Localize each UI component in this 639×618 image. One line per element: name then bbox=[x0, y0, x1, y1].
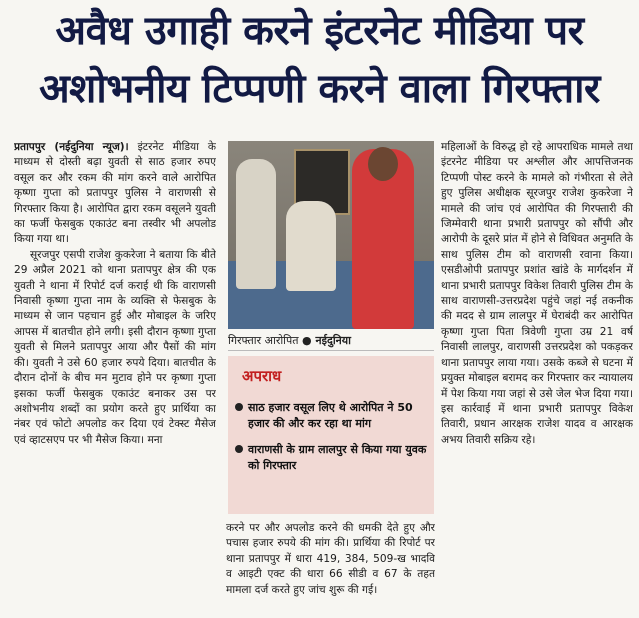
paragraph-2: सूरजपुर एसपी राजेश कुकरेजा ने बताया कि बीते 29 अप्रैल 2021 को थाना प्रतापपुर क्षेत्र की एक युवती ने थाना में रिपोर्ट दर्ज कराई थी कि वाराणसी निवासी कृष्णा गुप्ता नाम के व्यक्ति से फेसबुक के माध्यम से जान पहचान हुई और मोबाइल के जरिए आपस में बातचीत होने लगी। इसी दौरान कृष्णा गुप्ता युवती से मिलने प्रतापपुर आया और पैसों की मांग की। युवती ने उसे 60 हजार रुपये दिया। बातचीत के दौरान दोनों के बीच मन मुटाव होने पर कृष्णा गुप्ता इसका फर्जी फेसबुक एकाउंट बनाकर उस पर अशोभनीय शब्दों का प्रयोग करते हुए प्रार्थिया का नंबर एवं फोटो अपलोड कर दिया एवं टेक्स्ट मैसेज एवं व्हाटसएप पर भी मैसेज किया। मना bbox=[14, 248, 216, 446]
highlight-point-text: वाराणसी के ग्राम लालपुर से किया गया युवक को गिरफ्तार bbox=[248, 443, 427, 472]
bullet-icon bbox=[235, 445, 243, 453]
article-column-1 bbox=[14, 140, 216, 616]
article-column-3 bbox=[441, 140, 633, 616]
police-officer-standing bbox=[236, 159, 276, 289]
headline bbox=[0, 2, 639, 118]
continuation-text: करने पर और अपलोड करने की धमकी देते हुए और पचास हजार रुपये की मांग की। प्रार्थिया की रिपोर्ट पर थाना प्रतापपुर में धारा 419, 384, 509-ख भादवि व आइटी एक्ट की धारा 66 सीडी व 67 के तहत मामला दर्ज करते हुए जांच शुरू की गई। bbox=[226, 522, 435, 596]
bullet-icon bbox=[235, 403, 243, 411]
paragraph-1 bbox=[14, 140, 216, 248]
highlight-point bbox=[248, 400, 432, 432]
highlight-point bbox=[248, 442, 432, 474]
highlight-point-text: साठ हजार वसूल लिए थे आरोपित ने 50 हजार की और कर रहा था मांग bbox=[248, 401, 413, 430]
column-3-text: महिलाओं के विरुद्ध हो रहे आपराधिक मामले तथा इंटरनेट मीडिया पर अश्लील और आपत्तिजनक टिप्पणी पोस्ट करने के मामले को गंभीरता से लेते हुए पुलिस अधीक्षक सूरजपुर राजेश कुकरेजा ने मामले की जांच एवं आरोपित की गिरफ्तारी की जिम्मेवारी थाना प्रभारी प्रतापपुर को सौंपी और आरोपी के दूसरे प्रांत में होने से विधिवत अनुमति के साथ पुलिस टीम को वाराणसी रवाना किया। एसडीओपी प्रतापपुर प्रशांत खांडे के मार्गदर्शन में थाना प्रभारी प्रतापपुर विकेश तिवारी पुलिस टीम के साथ वाराणसी-उत्तरप्रदेश पहुंचे जहां नई तकनीक की मदद से ग्राम लालपुर में घेराबंदी कर आरोपित कृष्णा गुप्ता पिता त्रिवेणी गुप्ता उम्र 21 वर्ष निवासी लालपुर, वाराणसी उत्तरप्रदेश को पकड़कर थाना प्रतापपुर लाया गया। उसके कब्जे से घटना में प्रयुक्त मोबाइल बरामद कर गिरफ्तार कर न्यायालय में पेश किया गया जहां से उसे जेल भेज दिया गया। इस कार्रवाई में थाना प्रभारी प्रतापपुर विकेश तिवारी, प्रधान आरक्षक राजेश यादव व आरक्षक अभय तिवारी सक्रिय रहे। bbox=[441, 141, 633, 446]
paragraph-1-text: इंटरनेट मीडिया के माध्यम से दोस्ती बढ़ा युवती से साठ हजार रुपए वसूल कर और रकम की मांग करने वाले आरोपित कृष्णा गुप्ता को प्रतापपुर पुलिस ने वाराणसी से गिरफ्तार किया है। आरोपित द्वारा रकम वसूलने युवती का फर्जी फेसबुक एकाउंट बना तस्वीर भी अपलोड किया गया था। bbox=[14, 141, 216, 246]
headline-line-2: अशोभनीय टिप्पणी करने वाला गिरफ्तार bbox=[39, 66, 600, 112]
headline-line-1: अवैध उगाही करने इंटरनेट मीडिया पर bbox=[55, 8, 584, 54]
dateline: प्रतापपुर (नईदुनिया न्यूज)। bbox=[14, 141, 129, 153]
caption-text: गिरफ्तार आरोपित bbox=[228, 334, 299, 347]
police-officer-seated bbox=[286, 201, 336, 291]
article-column-2-continuation bbox=[226, 521, 435, 616]
photo-credit: ● नईदुनिया bbox=[302, 334, 352, 347]
highlight-box bbox=[228, 356, 434, 514]
news-photo bbox=[228, 141, 434, 329]
photo-caption bbox=[228, 332, 434, 351]
highlight-box-title: अपराध bbox=[242, 367, 282, 385]
